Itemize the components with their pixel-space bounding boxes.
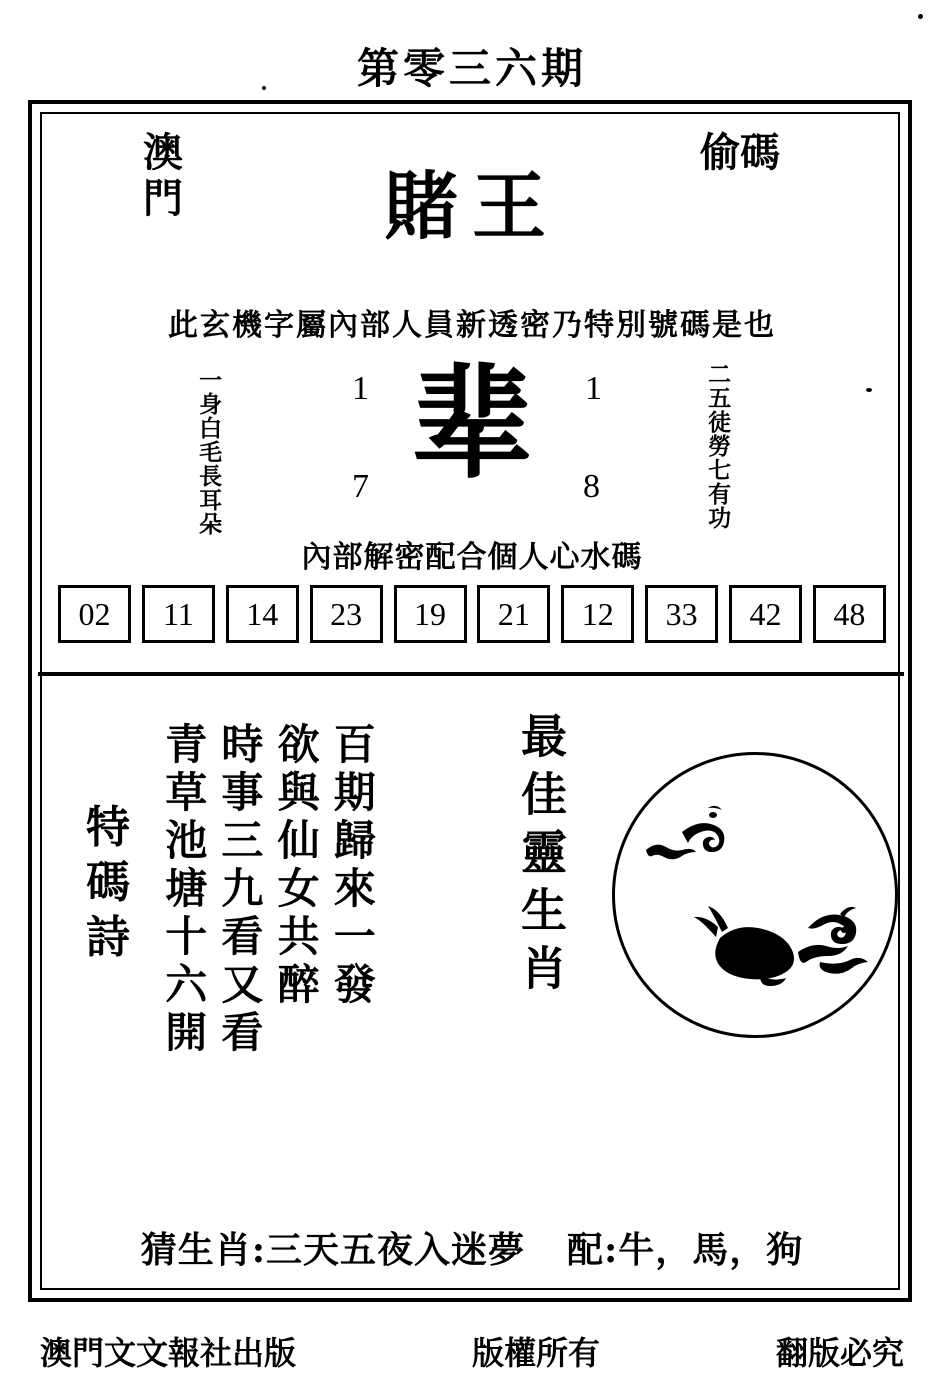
brand-right-label: 偷碼 — [700, 129, 780, 176]
number-row — [58, 585, 886, 643]
guess-match-prefix: 配: — [567, 1229, 619, 1271]
riddle-phrase-right — [704, 362, 732, 542]
number-cell[interactable]: 02 — [58, 585, 131, 643]
noise-speck — [918, 14, 923, 19]
guess-prefix: 猜生肖: — [140, 1229, 266, 1271]
riddle-number-bottom-left: 7 — [352, 468, 369, 505]
best-zodiac-label: 最佳靈生肖 — [514, 712, 568, 1002]
guess-zodiac-line — [0, 1222, 944, 1273]
noise-speck — [262, 86, 266, 90]
footer-copyright: 版權所有 — [471, 1334, 600, 1372]
footer-publisher: 澳門文文報社出版 — [40, 1334, 297, 1372]
number-cell[interactable]: 48 — [813, 585, 886, 643]
number-cell[interactable]: 12 — [561, 585, 634, 643]
footer-warning: 翻版必究 — [775, 1334, 904, 1372]
number-cell[interactable]: 14 — [226, 585, 299, 643]
zodiac-illustration — [612, 752, 898, 1038]
riddle-number-top-left: 1 — [352, 370, 369, 407]
poem-label: 特碼詩 — [86, 802, 130, 963]
riddle-number-top-right: 1 — [585, 370, 602, 407]
number-cell[interactable]: 19 — [394, 585, 467, 643]
poem-line: 百期歸來一發 — [327, 722, 377, 1010]
subtitle-line: 此玄機字屬內部人員新透密乃特別號碼是也 — [168, 308, 776, 343]
number-cell[interactable]: 21 — [477, 585, 550, 643]
riddle-phrase-left: 一身白毛長耳朵 — [195, 368, 223, 536]
section-divider — [38, 672, 904, 676]
guess-match-animals: 牛，馬，狗 — [618, 1229, 804, 1271]
footer — [40, 1328, 904, 1374]
brand-left-label: 澳門 — [143, 129, 183, 222]
poem-line: 青草池塘十六開 — [159, 722, 209, 1058]
guess-phrase: 三天五夜入迷夢 — [265, 1229, 525, 1271]
riddle-number-bottom-right: 8 — [583, 468, 600, 505]
number-cell[interactable]: 11 — [142, 585, 215, 643]
riddle-phrase-right-text: 二五徒勞七有功 — [704, 362, 732, 530]
number-cell[interactable]: 42 — [729, 585, 802, 643]
poem-line: 欲與仙女共醉 — [271, 722, 321, 1010]
decrypt-line: 內部解密配合個人心水碼 — [301, 540, 643, 575]
number-cell[interactable]: 23 — [310, 585, 383, 643]
riddle-big-character: 辈 — [411, 351, 533, 495]
illustration-ring — [612, 752, 898, 1038]
main-title: 賭王 — [384, 164, 560, 250]
number-cell[interactable]: 33 — [645, 585, 718, 643]
page-title: 第零三六期 — [356, 44, 587, 93]
poem-line: 時事三九看又看 — [215, 722, 265, 1058]
poem-columns — [160, 722, 375, 1162]
noise-speck — [866, 388, 872, 392]
